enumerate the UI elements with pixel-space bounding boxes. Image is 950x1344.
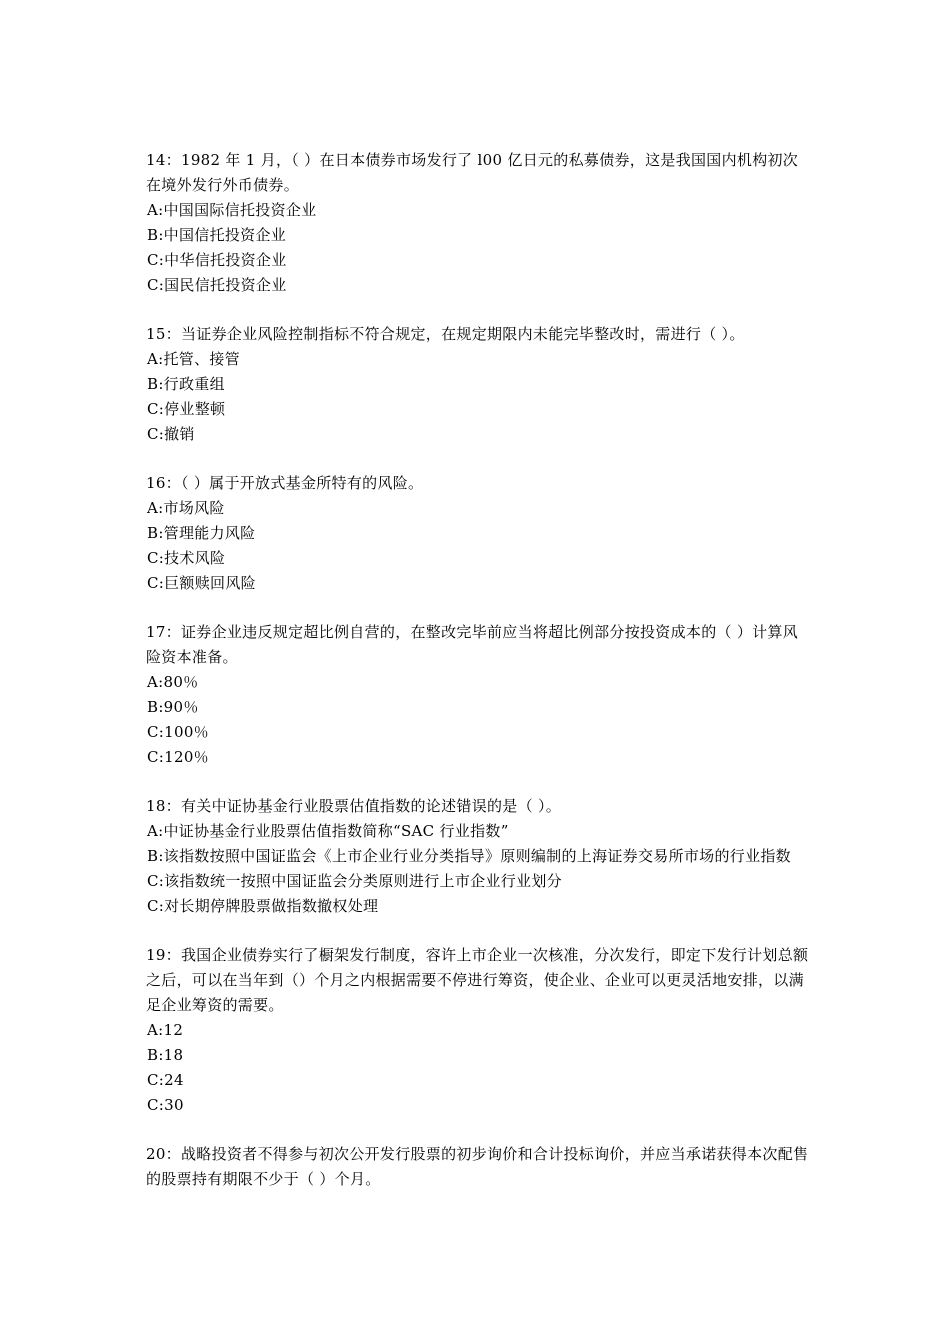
question-text: 20：战略投资者不得参与初次公开发行股票的初步询价和合计投标询价，并应当承诺获得本次配售的股票持有期限不少于（ ）个月。 xyxy=(146,1145,809,1188)
option-c: C:技术风险 xyxy=(147,549,226,567)
question-15 xyxy=(146,322,812,447)
question-text: 15：当证券企业风险控制指标不符合规定，在规定期限内未能完毕整改时，需进行（ ）。 xyxy=(146,325,745,343)
option-a: A:托管、接管 xyxy=(147,350,240,368)
option-b: B:行政重组 xyxy=(147,375,225,393)
option-b: B:管理能力风险 xyxy=(147,524,256,542)
question-text: 19：我国企业债券实行了橱架发行制度，容许上市企业一次核准，分次发行，即定下发行计划总额之后，可以在当年到（）个月之内根据需要不停进行筹资，使企业、企业可以更灵活地安排，以满足企业筹资的需要。 xyxy=(146,946,809,1014)
option-b: B:90％ xyxy=(147,698,199,716)
option-a: A:80％ xyxy=(147,673,199,691)
question-14 xyxy=(146,148,812,298)
option-a: A:中国国际信托投资企业 xyxy=(147,201,317,219)
option-d: C:120％ xyxy=(147,748,209,766)
option-a: A:中证协基金行业股票估值指数简称“SAC 行业指数” xyxy=(147,822,509,840)
option-c: C:停业整顿 xyxy=(147,400,226,418)
option-c: C:24 xyxy=(147,1071,184,1089)
option-d: C:对长期停牌股票做指数撤权处理 xyxy=(147,897,379,915)
question-text: 17：证券企业违反规定超比例自营的，在整改完毕前应当将超比例部分按投资成本的（ ）计算风险资本准备。 xyxy=(146,623,799,666)
option-a: A:市场风险 xyxy=(147,499,225,517)
question-20 xyxy=(146,1142,812,1192)
question-18 xyxy=(146,794,812,919)
document-page xyxy=(146,148,812,1216)
question-17 xyxy=(146,620,812,770)
question-text: 18：有关中证协基金行业股票估值指数的论述错误的是（ ）。 xyxy=(146,797,562,815)
option-d: C:30 xyxy=(147,1096,184,1114)
option-d: C:撤销 xyxy=(147,425,195,443)
option-b: B:该指数按照中国证监会《上市企业行业分类指导》原则编制的上海证券交易所市场的行业指数 xyxy=(147,847,791,865)
option-d: C:国民信托投资企业 xyxy=(147,276,287,294)
option-b: B:中国信托投资企业 xyxy=(147,226,287,244)
question-text: 16：（ ）属于开放式基金所特有的风险。 xyxy=(146,474,424,492)
option-c: C:100％ xyxy=(147,723,209,741)
option-a: A:12 xyxy=(147,1021,184,1039)
option-b: B:18 xyxy=(147,1046,184,1064)
question-19 xyxy=(146,943,812,1118)
option-d: C:巨额赎回风险 xyxy=(147,574,256,592)
option-c: C:该指数统一按照中国证监会分类原则进行上市企业行业划分 xyxy=(147,872,562,890)
question-16 xyxy=(146,471,812,596)
question-text: 14：1982 年 1 月，（ ）在日本债券市场发行了 l00 亿日元的私募债券，这是我国国内机构初次在境外发行外币债券。 xyxy=(146,151,799,194)
option-c: C:中华信托投资企业 xyxy=(147,251,287,269)
